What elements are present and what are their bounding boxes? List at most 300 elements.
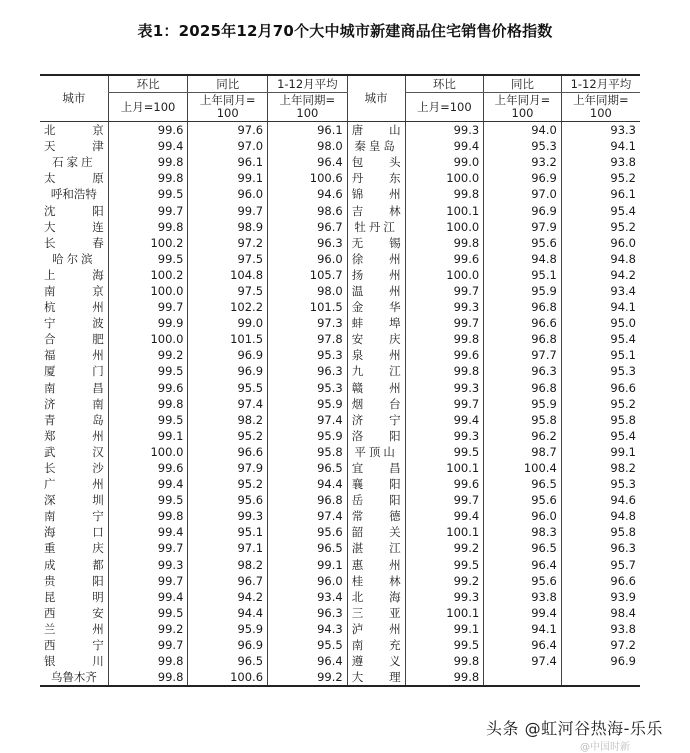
avg-value: 95.4	[561, 331, 640, 347]
yoy-value: 94.8	[484, 251, 562, 267]
city-header-left: 城市	[40, 75, 108, 122]
city-name: 青岛	[44, 412, 104, 427]
avg-base-text: 上年同期=100	[573, 93, 629, 120]
mom-value: 99.5	[108, 186, 188, 202]
city-name: 洛阳	[347, 428, 405, 444]
avg-value: 97.3	[268, 315, 348, 331]
table-row	[40, 235, 640, 251]
table-row	[40, 299, 640, 315]
mom-value: 99.7	[108, 573, 188, 589]
yoy-header-right: 同比	[484, 75, 562, 93]
yoy-value: 96.1	[188, 154, 268, 170]
city-name: 西安	[44, 605, 104, 620]
avg-value: 95.2	[561, 170, 640, 186]
city-name: 桂林	[347, 573, 405, 589]
mom-value: 100.1	[405, 202, 484, 218]
avg-value: 95.1	[561, 347, 640, 363]
avg-value: 96.0	[268, 573, 348, 589]
avg-value: 96.3	[268, 235, 348, 251]
yoy-value: 97.9	[188, 460, 268, 476]
city-name: 唐山	[347, 122, 405, 139]
avg-value: 95.7	[561, 557, 640, 573]
mom-value: 99.8	[108, 508, 188, 524]
avg-value: 95.2	[561, 396, 640, 412]
table-row	[40, 331, 640, 347]
table-row	[40, 315, 640, 331]
mom-value: 100.0	[405, 170, 484, 186]
city-name: 徐州	[347, 251, 405, 267]
yoy-value: 96.9	[484, 170, 562, 186]
avg-value: 96.0	[268, 251, 348, 267]
yoy-value: 96.9	[484, 202, 562, 218]
mom-value: 99.4	[405, 412, 484, 428]
yoy-value: 96.0	[188, 186, 268, 202]
avg-value: 96.0	[561, 235, 640, 251]
mom-value: 99.8	[108, 653, 188, 669]
city-name: 襄阳	[347, 476, 405, 492]
yoy-value: 96.8	[484, 380, 562, 396]
city-name: 武汉	[44, 444, 104, 459]
avg-value: 96.7	[268, 219, 348, 235]
city-name: 包头	[347, 154, 405, 170]
avg-value: 98.0	[268, 283, 348, 299]
yoy-value: 97.5	[188, 251, 268, 267]
mom-value: 99.6	[405, 476, 484, 492]
table-row	[40, 380, 640, 396]
city-name: 福州	[44, 348, 104, 363]
city-name: 济宁	[347, 412, 405, 428]
city-name: 西宁	[44, 638, 104, 653]
yoy-value: 94.4	[188, 605, 268, 621]
table-row	[40, 154, 640, 170]
city-name: 遵义	[347, 653, 405, 669]
avg-value: 97.4	[268, 508, 348, 524]
avg-value: 99.1	[268, 557, 348, 573]
city-name: 温州	[347, 283, 405, 299]
avg-value: 94.3	[268, 621, 348, 637]
avg-value: 96.3	[268, 363, 348, 379]
mom-value: 99.5	[108, 251, 188, 267]
avg-base-right	[561, 93, 640, 122]
table-row	[40, 605, 640, 621]
avg-value: 95.3	[561, 476, 640, 492]
avg-value: 97.4	[268, 412, 348, 428]
city-name: 宜昌	[347, 460, 405, 476]
yoy-base-right	[484, 93, 562, 122]
city-name: 锦州	[347, 186, 405, 202]
table-row	[40, 492, 640, 508]
yoy-value: 101.5	[188, 331, 268, 347]
yoy-value: 98.3	[484, 524, 562, 540]
city-name: 无锡	[347, 235, 405, 251]
avg-header-left: 1-12月平均	[268, 75, 348, 93]
yoy-value: 94.2	[188, 589, 268, 605]
mom-value: 99.2	[405, 573, 484, 589]
city-name: 扬州	[347, 267, 405, 283]
mom-value: 99.8	[108, 396, 188, 412]
yoy-value: 94.0	[484, 122, 562, 139]
yoy-value: 100.4	[484, 460, 562, 476]
mom-value: 99.4	[405, 138, 484, 154]
mom-value: 100.2	[108, 267, 188, 283]
yoy-value: 95.2	[188, 428, 268, 444]
mom-value: 99.5	[405, 637, 484, 653]
table-row	[40, 508, 640, 524]
mom-value: 99.8	[405, 186, 484, 202]
table-row	[40, 589, 640, 605]
avg-value: 96.1	[561, 186, 640, 202]
avg-value: 95.8	[268, 444, 348, 460]
mom-value: 99.8	[108, 669, 188, 686]
table-row	[40, 524, 640, 540]
city-name: 三亚	[347, 605, 405, 621]
avg-value: 96.4	[268, 154, 348, 170]
yoy-value: 96.8	[484, 331, 562, 347]
mom-value: 99.6	[405, 347, 484, 363]
mom-value: 99.4	[108, 589, 188, 605]
yoy-value: 96.2	[484, 428, 562, 444]
avg-value: 94.1	[561, 138, 640, 154]
mom-value: 99.5	[405, 444, 484, 460]
avg-value: 98.6	[268, 202, 348, 218]
city-name: 韶关	[347, 524, 405, 540]
table-row	[40, 122, 640, 139]
avg-value: 94.2	[561, 267, 640, 283]
table-row	[40, 460, 640, 476]
city-name: 郑州	[44, 428, 104, 443]
city-name: 贵阳	[44, 573, 104, 588]
city-name: 北海	[347, 589, 405, 605]
table-row	[40, 347, 640, 363]
watermark-sub: @中国时新	[580, 742, 630, 753]
mom-header-left: 环比	[108, 75, 188, 93]
yoy-value: 96.7	[188, 573, 268, 589]
city-name: 济南	[44, 396, 104, 411]
city-name: 秦皇岛	[347, 138, 405, 154]
yoy-value: 97.1	[188, 540, 268, 556]
yoy-value: 98.9	[188, 219, 268, 235]
yoy-value: 97.0	[484, 186, 562, 202]
avg-value: 94.8	[561, 251, 640, 267]
mom-value: 100.1	[405, 524, 484, 540]
city-name: 九江	[347, 363, 405, 379]
price-index-table	[40, 74, 640, 687]
mom-value: 99.8	[405, 235, 484, 251]
avg-value: 98.0	[268, 138, 348, 154]
mom-value: 99.2	[405, 540, 484, 556]
avg-value: 97.2	[561, 637, 640, 653]
avg-value: 95.3	[268, 347, 348, 363]
city-name: 南宁	[44, 509, 104, 524]
table-row	[40, 267, 640, 283]
mom-value: 100.0	[405, 219, 484, 235]
mom-value: 99.5	[405, 557, 484, 573]
yoy-value: 99.4	[484, 605, 562, 621]
mom-value: 99.7	[405, 283, 484, 299]
yoy-value: 93.8	[484, 589, 562, 605]
yoy-value: 96.3	[484, 363, 562, 379]
table-row	[40, 476, 640, 492]
yoy-value: 99.0	[188, 315, 268, 331]
yoy-value: 97.4	[188, 396, 268, 412]
avg-value: 94.6	[268, 186, 348, 202]
city-name: 兰州	[44, 621, 104, 636]
city-name: 银川	[44, 654, 104, 669]
table-row	[40, 540, 640, 556]
table-row	[40, 186, 640, 202]
avg-value: 94.8	[561, 508, 640, 524]
city-name: 合肥	[44, 332, 104, 347]
mom-value: 99.3	[405, 589, 484, 605]
table-row	[40, 170, 640, 186]
city-name: 长沙	[44, 461, 104, 476]
mom-value: 99.4	[108, 524, 188, 540]
table-row	[40, 669, 640, 686]
city-name: 泸州	[347, 621, 405, 637]
avg-value: 96.3	[268, 605, 348, 621]
avg-value: 101.5	[268, 299, 348, 315]
city-name: 成都	[44, 557, 104, 572]
mom-value: 99.4	[108, 476, 188, 492]
avg-value: 99.2	[268, 669, 348, 686]
yoy-value: 96.0	[484, 508, 562, 524]
yoy-base-text: 上年同月=100	[494, 93, 551, 120]
avg-value: 95.3	[268, 380, 348, 396]
city-name: 海口	[44, 525, 104, 540]
yoy-value: 100.6	[188, 669, 268, 686]
mom-value: 99.2	[108, 347, 188, 363]
yoy-value: 97.9	[484, 219, 562, 235]
mom-value: 99.7	[108, 299, 188, 315]
yoy-value: 96.6	[188, 444, 268, 460]
mom-value: 99.3	[405, 122, 484, 139]
avg-value: 93.4	[561, 283, 640, 299]
yoy-value: 95.1	[188, 524, 268, 540]
avg-value: 100.6	[268, 170, 348, 186]
yoy-value: 96.4	[484, 557, 562, 573]
yoy-base-text: 上年同月=100	[199, 93, 256, 120]
city-name: 常德	[347, 508, 405, 524]
avg-value: 96.4	[268, 653, 348, 669]
avg-value: 95.8	[561, 524, 640, 540]
mom-value: 99.8	[405, 653, 484, 669]
avg-value: 94.6	[561, 492, 640, 508]
city-name: 石家庄	[52, 155, 96, 170]
avg-value: 95.9	[268, 396, 348, 412]
city-name: 丹东	[347, 170, 405, 186]
table-row	[40, 573, 640, 589]
yoy-value: 104.8	[188, 267, 268, 283]
yoy-value: 95.6	[188, 492, 268, 508]
yoy-value: 96.6	[484, 315, 562, 331]
avg-value: 98.2	[561, 460, 640, 476]
table-row	[40, 396, 640, 412]
mom-value: 99.4	[108, 138, 188, 154]
city-name: 岳阳	[347, 492, 405, 508]
avg-value: 94.1	[561, 299, 640, 315]
avg-base-text: 上年同期=100	[279, 93, 336, 120]
mom-value: 100.1	[405, 605, 484, 621]
yoy-value: 96.8	[484, 299, 562, 315]
city-name: 湛江	[347, 540, 405, 556]
mom-value: 99.7	[405, 396, 484, 412]
yoy-header-left: 同比	[188, 75, 268, 93]
avg-value: 95.6	[268, 524, 348, 540]
mom-value: 99.5	[108, 605, 188, 621]
city-name: 广州	[44, 477, 104, 492]
city-name: 长春	[44, 235, 104, 250]
city-name: 南京	[44, 283, 104, 298]
table-body	[40, 122, 640, 687]
yoy-value: 97.5	[188, 283, 268, 299]
table-title: 表1：2025年12月70个大中城市新建商品住宅销售价格指数	[137, 22, 553, 40]
avg-value: 96.3	[561, 540, 640, 556]
mom-value: 99.1	[108, 428, 188, 444]
yoy-value: 98.2	[188, 557, 268, 573]
avg-value: 93.9	[561, 589, 640, 605]
avg-value: 96.8	[268, 492, 348, 508]
yoy-value: 97.2	[188, 235, 268, 251]
yoy-value: 95.9	[484, 283, 562, 299]
yoy-value: 97.4	[484, 653, 562, 669]
mom-value: 99.7	[405, 492, 484, 508]
avg-value: 97.8	[268, 331, 348, 347]
mom-value: 99.8	[108, 154, 188, 170]
avg-value: 94.4	[268, 476, 348, 492]
city-name: 宁波	[44, 316, 104, 331]
yoy-value: 95.9	[188, 621, 268, 637]
table-row	[40, 283, 640, 299]
mom-value: 99.6	[108, 122, 188, 139]
yoy-value: 95.6	[484, 492, 562, 508]
city-name: 安庆	[347, 331, 405, 347]
yoy-value: 99.7	[188, 202, 268, 218]
yoy-value: 96.5	[188, 653, 268, 669]
avg-value: 96.5	[268, 540, 348, 556]
city-name: 吉林	[347, 202, 405, 218]
mom-value: 99.7	[108, 540, 188, 556]
mom-value: 100.0	[108, 444, 188, 460]
table-row	[40, 621, 640, 637]
yoy-value: 99.3	[188, 508, 268, 524]
mom-value: 99.5	[108, 492, 188, 508]
city-name: 厦门	[44, 364, 104, 379]
mom-value: 99.8	[405, 363, 484, 379]
table-row	[40, 412, 640, 428]
yoy-value: 96.9	[188, 347, 268, 363]
avg-value: 99.1	[561, 444, 640, 460]
city-name: 北京	[44, 123, 104, 138]
mom-value: 99.6	[108, 380, 188, 396]
yoy-base-left	[188, 93, 268, 122]
avg-value: 93.8	[561, 154, 640, 170]
avg-value: 96.1	[268, 122, 348, 139]
yoy-value: 95.5	[188, 380, 268, 396]
yoy-value: 96.5	[484, 540, 562, 556]
mom-value: 99.5	[108, 412, 188, 428]
avg-value: 96.6	[561, 380, 640, 396]
city-name: 呼和浩特	[50, 187, 97, 202]
mom-value: 99.2	[108, 621, 188, 637]
avg-value	[561, 669, 640, 686]
avg-value: 95.5	[268, 637, 348, 653]
avg-value: 98.4	[561, 605, 640, 621]
avg-base-left	[268, 93, 348, 122]
mom-value: 99.9	[108, 315, 188, 331]
yoy-value: 95.2	[188, 476, 268, 492]
city-name: 烟台	[347, 396, 405, 412]
mom-value: 100.1	[405, 460, 484, 476]
city-name: 杭州	[44, 300, 104, 315]
watermark: 头条 @虹河谷热海-乐乐	[484, 716, 665, 739]
yoy-value: 97.0	[188, 138, 268, 154]
table-row	[40, 251, 640, 267]
yoy-value: 95.3	[484, 138, 562, 154]
avg-value: 93.4	[268, 589, 348, 605]
table-row	[40, 637, 640, 653]
table-row	[40, 219, 640, 235]
city-name: 赣州	[347, 380, 405, 396]
city-name: 哈尔滨	[52, 251, 96, 266]
mom-value: 100.0	[405, 267, 484, 283]
yoy-value: 98.7	[484, 444, 562, 460]
city-name: 太原	[44, 171, 104, 186]
city-name: 重庆	[44, 541, 104, 556]
avg-value: 95.9	[268, 428, 348, 444]
mom-value: 99.8	[405, 669, 484, 686]
city-name: 上海	[44, 267, 104, 282]
city-name: 沈阳	[44, 203, 104, 218]
city-name: 蚌埠	[347, 315, 405, 331]
city-name: 天津	[44, 139, 104, 154]
yoy-value: 98.2	[188, 412, 268, 428]
city-name: 牡丹江	[347, 219, 405, 235]
table-row	[40, 363, 640, 379]
city-name: 南充	[347, 637, 405, 653]
yoy-value: 96.9	[188, 637, 268, 653]
avg-header-right: 1-12月平均	[561, 75, 640, 93]
mom-base-left: 上月=100	[108, 93, 188, 122]
mom-value: 99.8	[405, 331, 484, 347]
yoy-value	[484, 669, 562, 686]
mom-value: 99.8	[108, 219, 188, 235]
table-row	[40, 653, 640, 669]
mom-base-right: 上月=100	[405, 93, 484, 122]
avg-value: 95.8	[561, 412, 640, 428]
mom-value: 99.7	[108, 202, 188, 218]
avg-value: 95.3	[561, 363, 640, 379]
table-row	[40, 428, 640, 444]
avg-value: 96.9	[561, 653, 640, 669]
city-name: 昆明	[44, 589, 104, 604]
mom-header-right: 环比	[405, 75, 484, 93]
yoy-value: 95.1	[484, 267, 562, 283]
mom-value: 99.5	[108, 363, 188, 379]
city-name: 大连	[44, 219, 104, 234]
mom-value: 99.3	[405, 380, 484, 396]
yoy-value: 99.1	[188, 170, 268, 186]
city-name: 乌鲁木齐	[40, 669, 108, 686]
mom-value: 99.1	[405, 621, 484, 637]
yoy-value: 93.2	[484, 154, 562, 170]
avg-value: 95.4	[561, 202, 640, 218]
city-name: 大理	[347, 669, 405, 686]
avg-value: 105.7	[268, 267, 348, 283]
mom-value: 99.6	[108, 460, 188, 476]
yoy-value: 94.1	[484, 621, 562, 637]
yoy-value: 96.5	[484, 476, 562, 492]
mom-value: 100.0	[108, 283, 188, 299]
